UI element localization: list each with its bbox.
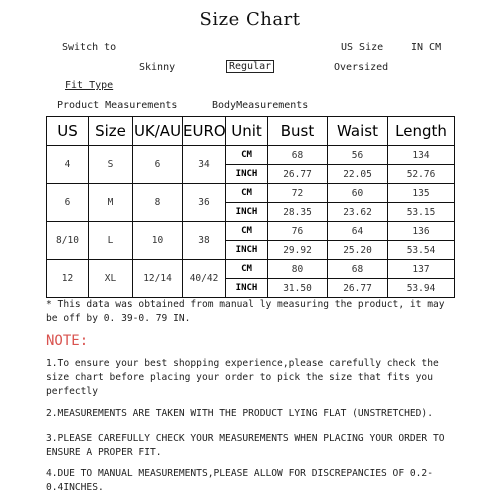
cell-length: 52.76 xyxy=(388,165,455,184)
cell-bust: 80 xyxy=(268,260,328,279)
cell-waist: 56 xyxy=(328,146,388,165)
cell-euro: 36 xyxy=(183,184,226,222)
cell-waist: 25.20 xyxy=(328,241,388,260)
col-header-us: US xyxy=(47,117,89,146)
table-header-row xyxy=(47,117,455,146)
cell-unit: INCH xyxy=(226,279,268,298)
cell-euro: 34 xyxy=(183,146,226,184)
cell-unit: INCH xyxy=(226,241,268,260)
col-header-euro: EURO xyxy=(183,117,226,146)
cell-size: L xyxy=(89,222,133,260)
cell-us: 6 xyxy=(47,184,89,222)
cell-bust: 26.77 xyxy=(268,165,328,184)
cell-ukau: 10 xyxy=(133,222,183,260)
cell-ukau: 12/14 xyxy=(133,260,183,298)
cell-unit: CM xyxy=(226,260,268,279)
cell-us: 8/10 xyxy=(47,222,89,260)
cell-waist: 68 xyxy=(328,260,388,279)
cell-waist: 64 xyxy=(328,222,388,241)
table-row xyxy=(47,184,455,203)
table-row xyxy=(47,222,455,241)
page-title: Size Chart xyxy=(199,9,301,30)
cell-unit: INCH xyxy=(226,165,268,184)
cell-size: M xyxy=(89,184,133,222)
cell-size: XL xyxy=(89,260,133,298)
cell-size: S xyxy=(89,146,133,184)
cell-unit: CM xyxy=(226,222,268,241)
cell-euro: 38 xyxy=(183,222,226,260)
cell-ukau: 6 xyxy=(133,146,183,184)
cell-us: 4 xyxy=(47,146,89,184)
table-row xyxy=(47,146,455,165)
note-title: NOTE: xyxy=(46,333,89,349)
cell-length: 53.15 xyxy=(388,203,455,222)
fit-option-regular[interactable]: Regular xyxy=(226,60,274,73)
cell-ukau: 8 xyxy=(133,184,183,222)
cell-length: 53.94 xyxy=(388,279,455,298)
cell-unit: CM xyxy=(226,146,268,165)
cell-us: 12 xyxy=(47,260,89,298)
fit-option-oversized[interactable]: Oversized xyxy=(334,62,389,73)
body-measurements-tab[interactable]: BodyMeasurements xyxy=(212,100,309,111)
cell-waist: 22.05 xyxy=(328,165,388,184)
col-header-unit: Unit xyxy=(226,117,268,146)
cell-bust: 28.35 xyxy=(268,203,328,222)
size-chart-table xyxy=(46,116,455,298)
product-measurements-tab[interactable]: Product Measurements xyxy=(57,100,178,111)
switch-to-label: Switch to xyxy=(62,42,117,53)
cell-waist: 60 xyxy=(328,184,388,203)
cell-length: 136 xyxy=(388,222,455,241)
col-header-waist: Waist xyxy=(328,117,388,146)
cell-bust: 31.50 xyxy=(268,279,328,298)
cell-bust: 29.92 xyxy=(268,241,328,260)
cell-waist: 26.77 xyxy=(328,279,388,298)
fit-option-skinny[interactable]: Skinny xyxy=(139,62,176,73)
cell-waist: 23.62 xyxy=(328,203,388,222)
cell-unit: INCH xyxy=(226,203,268,222)
fit-type-label: Fit Type xyxy=(65,80,114,91)
note-item-3: 3.PLEASE CAREFULLY CHECK YOUR MEASUREMENTS WHEN PLACING YOUR ORDER TO ENSURE A PROPER FIT. xyxy=(46,433,445,458)
col-header-length: Length xyxy=(388,117,455,146)
note-item-4: 4.DUE TO MANUAL MEASUREMENTS,PLEASE ALLOW FOR DISCREPANCIES OF 0.2-0.4INCHES. xyxy=(46,468,433,493)
note-item-2: 2.MEASUREMENTS ARE TAKEN WITH THE PRODUCT LYING FLAT (UNSTRETCHED). xyxy=(46,408,433,419)
cell-length: 135 xyxy=(388,184,455,203)
cell-length: 53.54 xyxy=(388,241,455,260)
cell-bust: 68 xyxy=(268,146,328,165)
cell-euro: 40/42 xyxy=(183,260,226,298)
cell-bust: 76 xyxy=(268,222,328,241)
cell-bust: 72 xyxy=(268,184,328,203)
col-header-ukau: UK/AU xyxy=(133,117,183,146)
table-row xyxy=(47,260,455,279)
cell-unit: CM xyxy=(226,184,268,203)
disclaimer-text: * This data was obtained from manual ly measuring the product, it may be off by 0. 39-0. 79 IN. xyxy=(46,299,445,324)
note-item-1: 1.To ensure your best shopping experience,please carefully check the size chart before placing your order to pick the size that fits you perfectly xyxy=(46,358,439,397)
us-size-option[interactable]: US Size xyxy=(341,42,384,53)
col-header-bust: Bust xyxy=(268,117,328,146)
col-header-size: Size xyxy=(89,117,133,146)
cell-length: 134 xyxy=(388,146,455,165)
in-cm-option[interactable]: IN CM xyxy=(411,42,442,53)
cell-length: 137 xyxy=(388,260,455,279)
